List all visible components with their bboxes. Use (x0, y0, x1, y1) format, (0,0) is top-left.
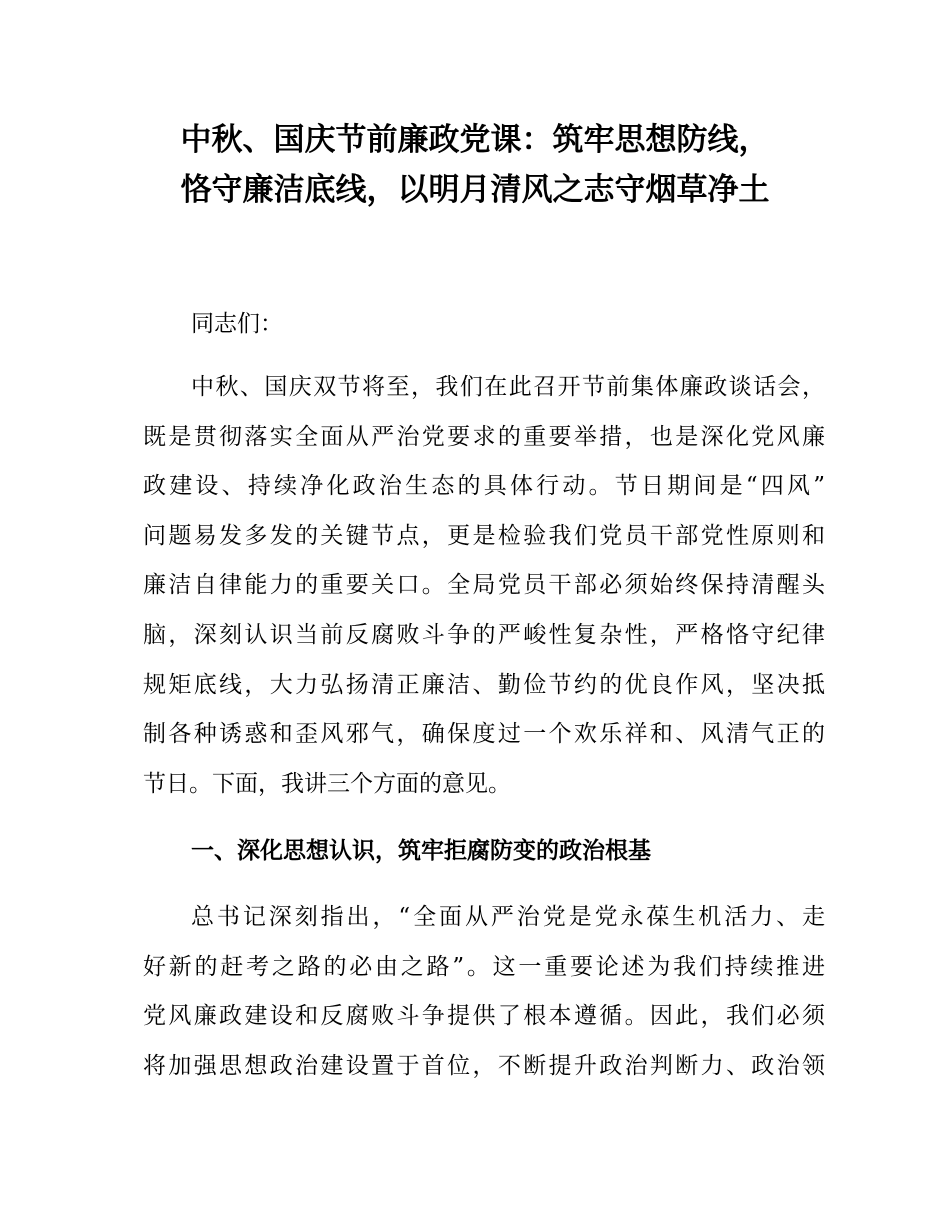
paragraph-line: 好新的赶考之路的必由之路”。这一重要论述为我们持续推进 (143, 953, 825, 980)
paragraph-2 (143, 893, 825, 1091)
paragraph-line: 总书记深刻指出，“全面从严治党是党永葆生机活力、走 (191, 904, 825, 930)
paragraph-line: 政建设、持续净化政治生态的具体行动。节日期间是“四风” (143, 473, 825, 500)
paragraph-line: 问题易发多发的关键节点，更是检验我们党员干部党性原则和 (143, 522, 825, 549)
title-line-2: 恪守廉洁底线，以明月清风之志守烟草净土 (180, 172, 770, 208)
paragraph-line: 将加强思想政治建设置于首位，不断提升政治判断力、政治领 (143, 1052, 825, 1079)
title-line-1: 中秋、国庆节前廉政党课：筑牢思想防线， (180, 122, 770, 158)
paragraph-line: 中秋、国庆双节将至，我们在此召开节前集体廉政谈话会， (191, 374, 825, 400)
paragraph-line: 党风廉政建设和反腐败斗争提供了根本遵循。因此，我们必须 (143, 1003, 825, 1030)
paragraph-line: 脑，深刻认识当前反腐败斗争的严峻性复杂性，严格恪守纪律 (143, 621, 825, 648)
paragraph-line: 制各种诱惑和歪风邪气，确保度过一个欢乐祥和、风清气正的 (143, 721, 825, 748)
section-heading: 一、深化思想认识，筑牢拒腐防变的政治根基 (191, 838, 651, 864)
paragraph-1 (143, 363, 825, 809)
paragraph-line: 节日。下面，我讲三个方面的意见。 (143, 770, 511, 797)
paragraph-line: 规矩底线，大力弘扬清正廉洁、勤俭节约的优良作风，坚决抵 (143, 671, 825, 698)
paragraph-line: 既是贯彻落实全面从严治党要求的重要举措，也是深化党风廉 (143, 423, 825, 450)
document-title (0, 115, 950, 215)
paragraph-line: 廉洁自律能力的重要关口。全局党员干部必须始终保持清醒头 (143, 572, 825, 599)
greeting: 同志们： (191, 311, 283, 337)
